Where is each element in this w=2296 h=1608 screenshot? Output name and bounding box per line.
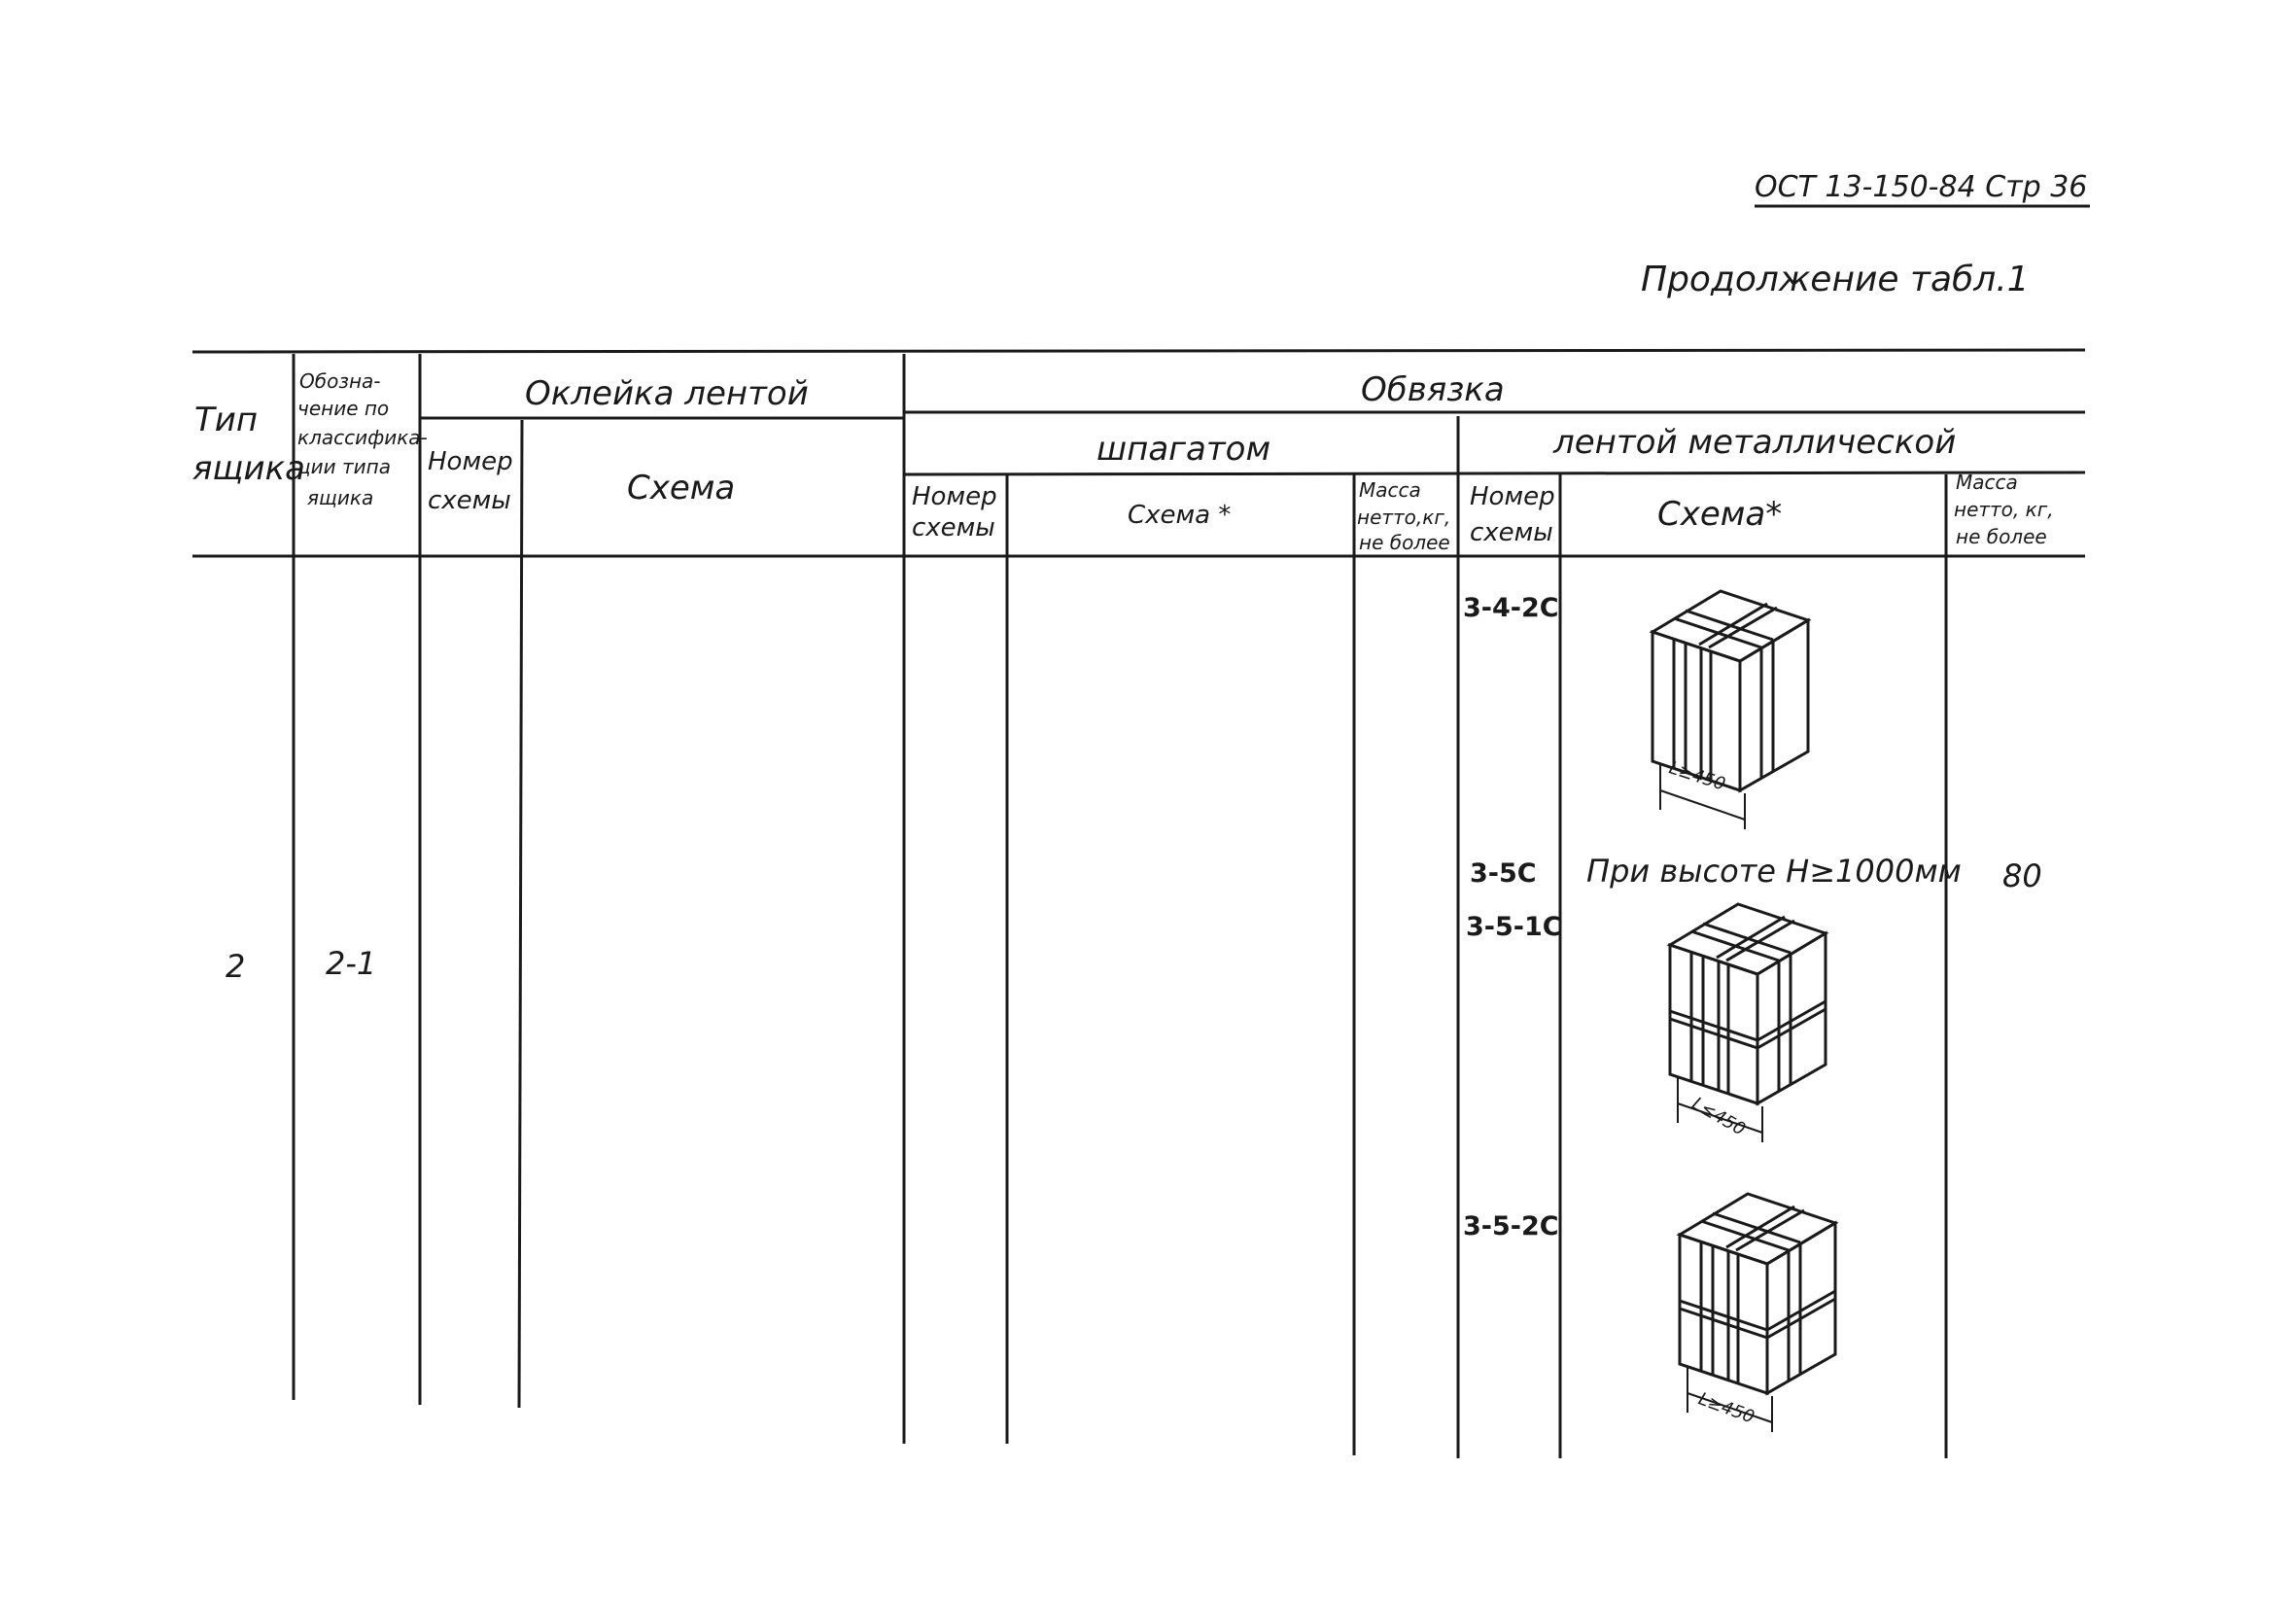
metal-mass-line1: Масса [1956, 471, 2018, 494]
tape-scheme-header: Схема [627, 469, 736, 507]
scheme-number: 3-5-1С [1466, 912, 1562, 942]
scheme-number: 3-5С [1470, 858, 1537, 889]
cord-scheme-header: Схема * [1128, 501, 1232, 530]
metal-num-line2: схемы [1470, 518, 1553, 547]
table-continuation-title: Продолжение табл.1 [1641, 260, 2030, 299]
metal-num-line1: Номер [1470, 482, 1555, 511]
sub-metal-header: лентой металлической [1553, 423, 1957, 462]
height-condition-note: При высоте H≥1000мм [1586, 853, 1962, 890]
col-designation-line3: классифика- [297, 426, 428, 449]
cord-mass-line2: нетто,кг, [1357, 506, 1451, 529]
metal-scheme-header: Схема* [1657, 495, 1783, 534]
scheme-number: 3-4-2С [1463, 593, 1559, 623]
metal-mass-line3: не более [1956, 525, 2047, 548]
col-designation-line4: ции типа [297, 455, 391, 478]
metal-mass-line2: нетто, кг, [1954, 498, 2054, 521]
tape-num-line1: Номер [428, 447, 513, 476]
cord-mass-line1: Масса [1359, 478, 1421, 502]
scheme-number: 3-5-2С [1463, 1211, 1559, 1241]
col-designation-line1: Обозна- [299, 369, 381, 393]
row-type-value: 2 [226, 948, 246, 985]
group-tape-header: Оклейка лентой [525, 374, 809, 413]
cord-mass-line3: не более [1359, 531, 1450, 554]
tape-num-line2: схемы [428, 486, 511, 515]
col-designation-line2: чение по [297, 397, 390, 420]
group-binding-header: Обвязка [1361, 370, 1505, 409]
box-dimension-label: L≥450 [1695, 1388, 1757, 1428]
sub-cord-header: шпагатом [1096, 430, 1271, 469]
box-dimension-label: L≤450 [1687, 1093, 1749, 1140]
row-designation-value: 2-1 [326, 945, 377, 982]
box-dimension-label: L≥450 [1666, 757, 1728, 795]
cord-num-line1: Номер [912, 482, 997, 511]
cord-num-line2: схемы [912, 513, 995, 542]
col-type-line1: Тип [194, 401, 259, 439]
document-code: ОСТ 13-150-84 Стр 36 [1755, 170, 2088, 204]
row-mass-value: 80 [2002, 857, 2042, 894]
col-designation-line5: ящика [307, 486, 374, 509]
col-type-line2: ящика [192, 449, 305, 488]
